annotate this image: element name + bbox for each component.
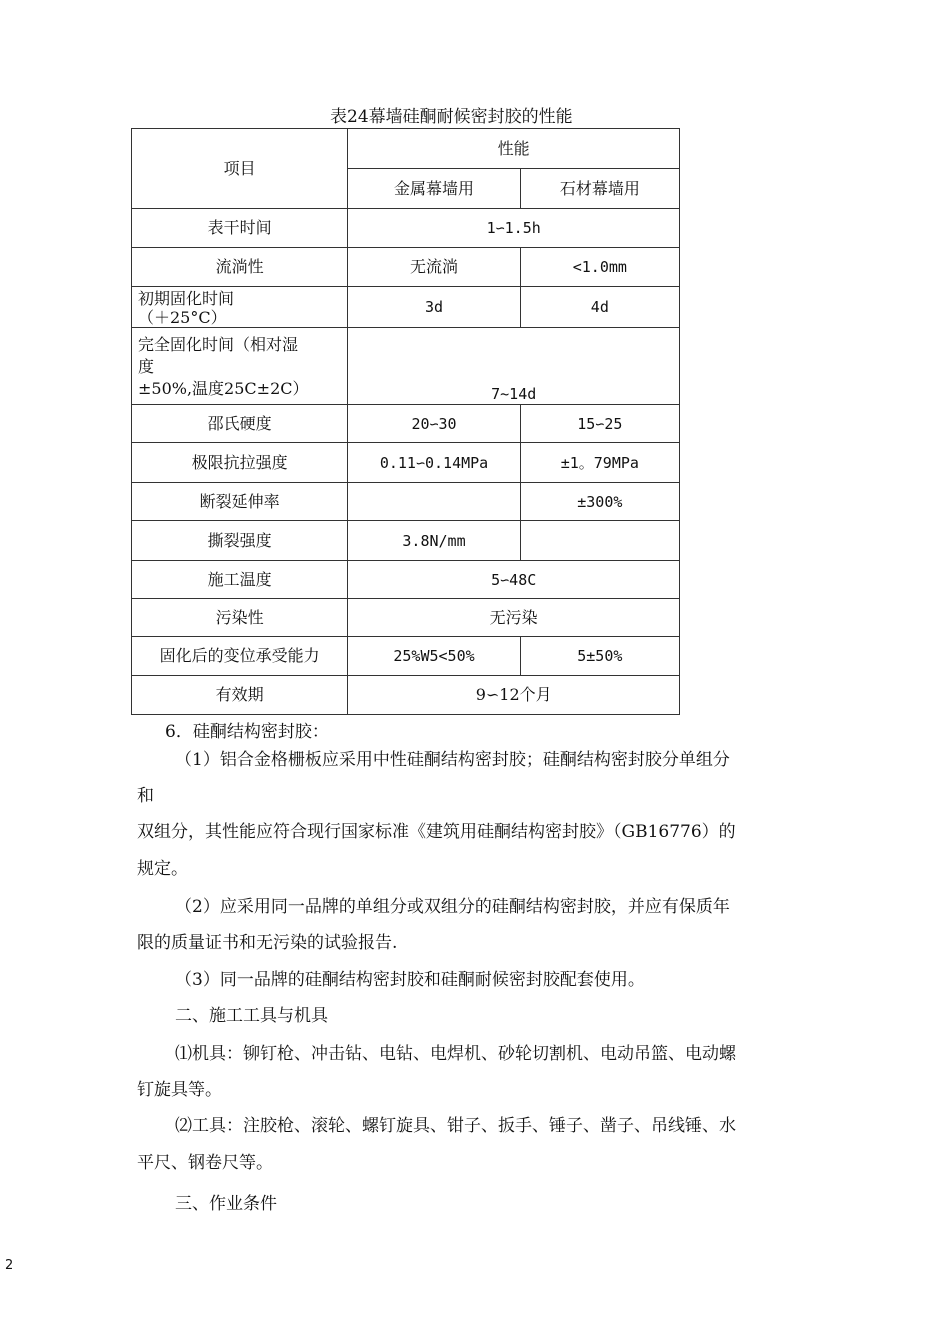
- row-item: 完全固化时间（相对湿 度 ±50%,温度25C±2C）: [138, 335, 309, 398]
- paragraph: （3）同一品牌的硅酮结构密封胶和硅酮耐候密封胶配套使用。: [175, 970, 645, 990]
- row-value: 9∽12个月: [348, 676, 680, 715]
- table-row: [132, 328, 680, 405]
- table-row: [132, 637, 680, 676]
- page-number: 2: [5, 1258, 14, 1273]
- paragraph: （1）铝合金格栅板应采用中性硅酮结构密封胶；硅酮结构密封胶分单组分: [175, 750, 730, 770]
- section-heading-structural-sealant: 6．硅酮结构密封胶：: [165, 722, 329, 742]
- paragraph: 规定。: [137, 859, 188, 879]
- row-item: 流淌性: [132, 248, 348, 287]
- section-heading-work-conditions: 三、作业条件: [175, 1194, 277, 1214]
- row-item: 极限抗拉强度: [132, 443, 348, 483]
- row-value: 1∽1.5h: [348, 209, 680, 248]
- row-metal: [348, 483, 520, 521]
- row-item: 表干时间: [132, 209, 348, 248]
- row-item: 污染性: [132, 599, 348, 637]
- header-metal: 金属幕墙用: [348, 169, 520, 209]
- table-row: [132, 483, 680, 521]
- paragraph: 平尺、钢卷尺等。: [137, 1153, 273, 1173]
- header-item: 项目: [132, 129, 348, 209]
- row-item: 初期固化时间 （＋25°C）: [138, 289, 235, 327]
- row-metal: 无流淌: [348, 248, 520, 287]
- row-item: 有效期: [132, 676, 348, 715]
- row-item: 撕裂强度: [132, 521, 348, 561]
- row-metal: 3d: [348, 287, 520, 328]
- row-stone: 5±50%: [520, 637, 679, 676]
- row-metal: 0.11∽0.14MPa: [348, 443, 520, 483]
- sealant-performance-table: [131, 128, 680, 715]
- row-stone: ±1。79MPa: [520, 443, 679, 483]
- paragraph: 和: [137, 786, 154, 806]
- paragraph: （2）应采用同一品牌的单组分或双组分的硅酮结构密封胶，并应有保质年: [175, 897, 730, 917]
- table-row: [132, 209, 680, 248]
- row-value: 5∽48C: [348, 561, 680, 599]
- section-heading-tools: 二、施工工具与机具: [175, 1006, 328, 1026]
- row-stone: 15∽25: [520, 405, 679, 443]
- row-metal: 25%W5<50%: [348, 637, 520, 676]
- table-row: [132, 248, 680, 287]
- paragraph: 双组分，其性能应符合现行国家标准《建筑用硅酮结构密封胶》（GB16776）的: [137, 822, 736, 842]
- row-stone: ±300%: [520, 483, 679, 521]
- paragraph: 钉旋具等。: [137, 1080, 222, 1100]
- table-row: [132, 676, 680, 715]
- table-row: [132, 521, 680, 561]
- paragraph: 限的质量证书和无污染的试验报告.: [137, 933, 398, 953]
- row-stone: <1.0mm: [520, 248, 679, 287]
- row-value: 7~14d: [348, 328, 680, 405]
- row-item: 断裂延伸率: [132, 483, 348, 521]
- header-stone: 石材幕墙用: [520, 169, 679, 209]
- row-stone: 4d: [520, 287, 679, 328]
- row-value: 无污染: [348, 599, 680, 637]
- row-stone: [520, 521, 679, 561]
- table-row: [132, 561, 680, 599]
- table-caption: 表24幕墙硅酮耐候密封胶的性能: [330, 107, 573, 127]
- table-row: [132, 405, 680, 443]
- table-row: [132, 443, 680, 483]
- row-item: 固化后的变位承受能力: [132, 637, 348, 676]
- paragraph: ⑴机具：铆钉枪、冲击钻、电钻、电焊机、砂轮切割机、电动吊篮、电动螺: [175, 1044, 736, 1064]
- row-metal: 3.8N/mm: [348, 521, 520, 561]
- row-metal: 20∽30: [348, 405, 520, 443]
- table-row: [132, 599, 680, 637]
- paragraph: ⑵工具：注胶枪、滚轮、螺钉旋具、钳子、扳手、锤子、凿子、吊线锤、水: [175, 1116, 736, 1136]
- row-item: 邵氏硬度: [132, 405, 348, 443]
- row-item: 施工温度: [132, 561, 348, 599]
- header-performance: 性能: [348, 129, 680, 169]
- table-row: [132, 287, 680, 328]
